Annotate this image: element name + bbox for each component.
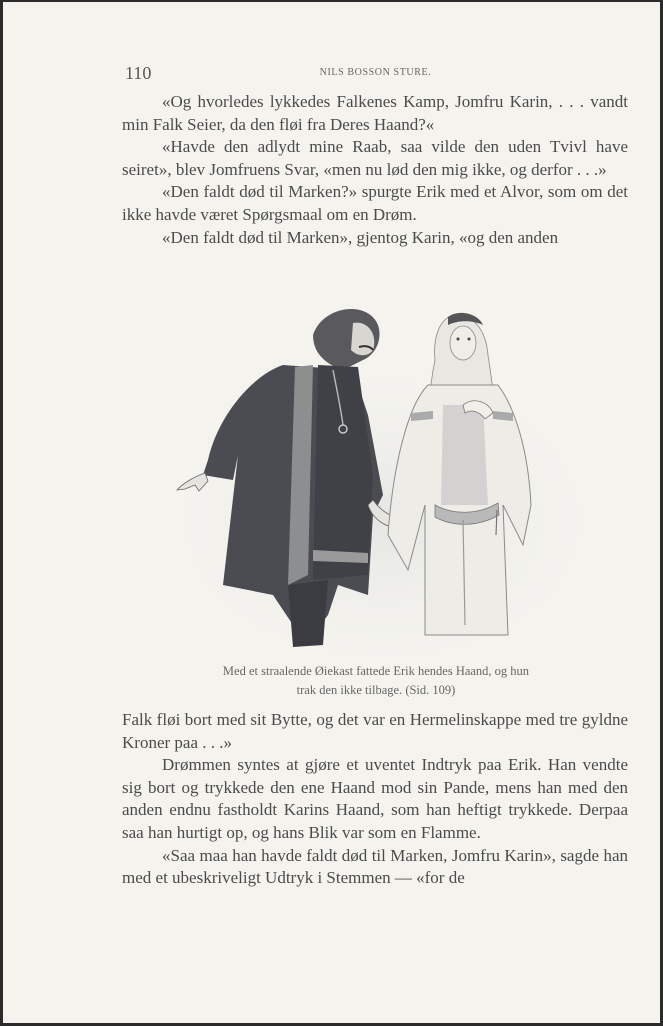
paragraph: Drømmen syntes at gjøre et uventet Indtryk paa Erik. Han vendte sig bort og trykkede den ene Haand mod sin Pande, mens han med den anden endnu fastholdt Karins Haand, som han heftigt trykkede. Derpaa saa han hurtigt op, og hans Blik var som en Flamme.: [122, 755, 628, 842]
illustration: [163, 295, 583, 655]
text-block-top: [122, 91, 628, 249]
running-head: NILS BOSSON STURE.: [319, 67, 432, 78]
figure-caption: [123, 662, 629, 700]
paragraph: «Og hvorledes lykkedes Falkenes Kamp, Jomfru Karin, . . . vandt min Falk Seier, da den fløi fra Deres Haand?«: [122, 92, 628, 134]
paragraph: «Den faldt død til Marken?» spurgte Erik med et Alvor, som om det ikke havde været Spørgsmaal om en Drøm.: [122, 182, 628, 224]
page-number: 110: [125, 63, 152, 83]
text-block-bottom: [122, 709, 628, 890]
paragraph: «Saa maa han havde faldt død til Marken, Jomfru Karin», sagde han med et ubeskriveligt Udtryk i Stemmen — «for de: [122, 845, 628, 888]
paragraph: «Havde den adlydt mine Raab, saa vilde den uden Tvivl have seiret», blev Jomfruens Svar, «men nu lød den mig ikke, og derfor . . .»: [122, 137, 628, 179]
illustration-man-and-woman: [163, 295, 583, 655]
book-page: [3, 2, 660, 1023]
paragraph: «Den faldt død til Marken», gjentog Karin, «og den anden: [162, 227, 559, 247]
caption-line: Med et straalende Øiekast fattede Erik hendes Haand, og hun: [222, 664, 530, 678]
paragraph: Falk fløi bort med sit Bytte, og det var en Hermelinskappe med tre gyldne Kroner paa . . .»: [122, 710, 628, 752]
caption-line: trak den ikke tilbage. (Sid. 109): [296, 683, 456, 697]
